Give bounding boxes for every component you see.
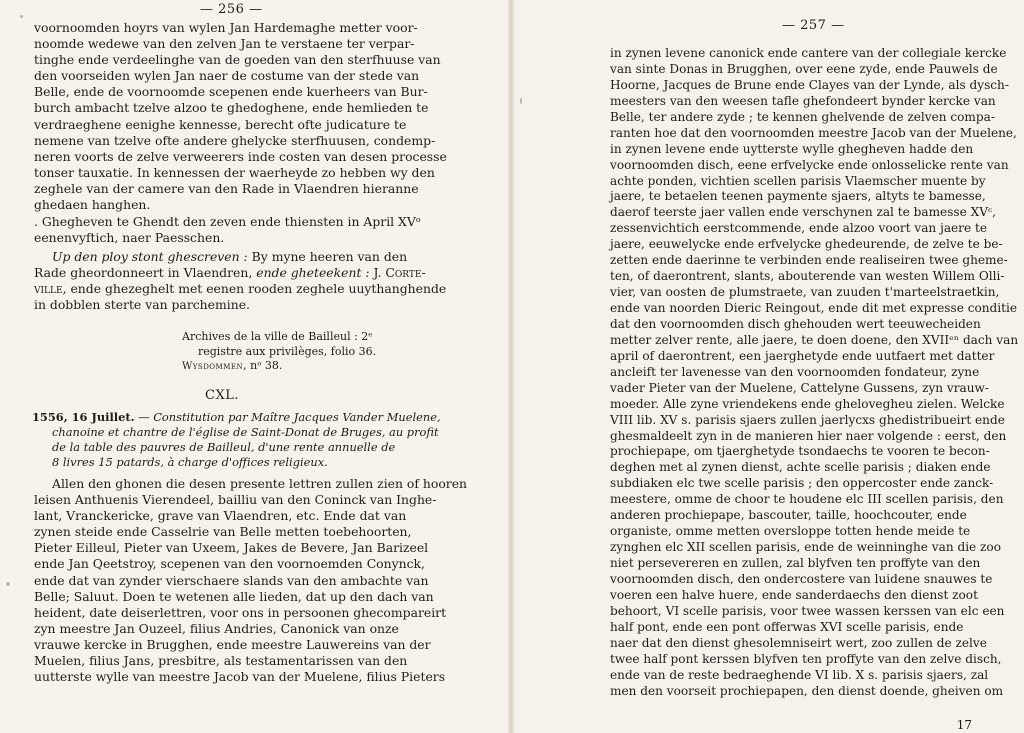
text-line: men den voorseit prochiepapen, den dienst doende, gheiven om bbox=[610, 683, 1004, 698]
text-line: tonser tauxatie. In kennessen der waerheyde zo hebben wy den bbox=[34, 164, 435, 180]
text-line: . Ghegheven te Ghendt den zeven ende thiensten in April XVᵒ bbox=[34, 214, 421, 229]
text-line: jaere, eeuwelycke ende erfvelycke ghedeurende, de zelve te be- bbox=[610, 237, 1003, 252]
text-line: anderen prochiepape, bascouter, taille, hoochcouter, ende bbox=[610, 508, 967, 523]
text-line: half pont, ende een pont offerwas XVI scelle parisis, ende bbox=[610, 619, 964, 634]
paper-speck bbox=[6, 582, 10, 586]
archives-citation bbox=[182, 330, 376, 374]
citation-line: registre aux privilèges, folio 36. bbox=[198, 344, 377, 358]
text-line: ancleift ter lavenesse van den voornoomden fondateur, zyne bbox=[610, 364, 980, 379]
text-run: Rade gheordonneert in Vlaendren, bbox=[34, 265, 257, 281]
italic-text: — Constitution par Maître Jacques Vander Muelene, bbox=[134, 410, 441, 424]
small-caps-text: ville bbox=[34, 281, 63, 297]
text-line: ten, of daerontrent, slants, abouterende van westen Willem Olli- bbox=[610, 269, 1005, 284]
text-line: behoort, VI scelle parisis, voor twee wassen kerssen van elc een bbox=[610, 603, 1005, 618]
italic-text: Up den ploy stont ghescreven : bbox=[52, 249, 248, 264]
summary-line: chanoine et chantre de l'église de Saint-Donat de Bruges, au profit bbox=[52, 425, 439, 439]
left-page-number: — 256 — bbox=[200, 2, 263, 17]
text-line: VIII lib. XV s. parisis sjaers zullen jaerlycxs ghedistribueirt ende bbox=[610, 412, 1005, 427]
text-line: achte ponden, vichtien scellen parisis Vlaemscher muente by bbox=[610, 173, 986, 188]
text-line: Muelen, filius Jans, presbitre, als testamentarissen van den bbox=[34, 653, 408, 669]
text-line bbox=[34, 281, 446, 297]
text-line: ghedaen hanghen. bbox=[34, 197, 151, 213]
italic-text: ende gheteekent : bbox=[256, 265, 370, 281]
left-page bbox=[0, 0, 510, 733]
text-run: , ende ghezeghelt met eenen rooden zeghele uuythanghende bbox=[62, 281, 447, 297]
text-line: in zynen levene ende uytterste wylle ghegheven hadde den bbox=[610, 141, 974, 156]
citation-line: Archives de la ville de Bailleul : 2ᵉ bbox=[182, 330, 373, 343]
text-line: moeder. Alle zyne vriendekens ende ghelovegheu zielen. Welcke bbox=[610, 396, 1005, 411]
text-line bbox=[34, 265, 446, 281]
text-line: april of daerontrent, een jaerghetyde ende uutfaert met datter bbox=[610, 348, 995, 363]
section-heading: CXL. bbox=[205, 388, 239, 403]
text-line: subdiaken elc twe scelle parisis ; den oppercoster ende zanck- bbox=[610, 476, 994, 491]
text-line: ranten hoe dat den voornoomden meestre Jacob van der Muelene, bbox=[610, 125, 1017, 140]
text-line: lant, Vranckericke, grave van Vlaendren, etc. Ende dat van bbox=[34, 508, 407, 524]
text-line: tinghe ende verdeelinghe van de goeden van den sterfhuuse van bbox=[34, 52, 441, 68]
charter-summary bbox=[32, 410, 441, 470]
left-date-paragraph bbox=[34, 214, 421, 246]
paper-speck bbox=[520, 98, 522, 104]
text-line: ende Jan Qeetstroy, scepenen van den voornoemden Conynck, bbox=[34, 556, 425, 572]
text-line: Belle; Saluut. Doen te wetenen alle lieden, dat up den dach van bbox=[34, 588, 434, 604]
text-line bbox=[34, 249, 446, 265]
text-line: Belle, ende de voornoomde scepenen ende kuerheers van Bur- bbox=[34, 84, 428, 100]
text-line: twee half pont kerssen blyfven ten proffyte van den zelve disch, bbox=[610, 651, 1002, 666]
text-line: naer dat den dienst ghesolemniseirt wert, zoo zullen de zelve bbox=[610, 635, 987, 650]
small-caps-text: Wysdommen bbox=[182, 361, 244, 372]
text-line: verdraeghene eenighe kennesse, berecht ofte judicature te bbox=[34, 116, 407, 132]
citation-line bbox=[182, 359, 376, 374]
text-run: J. bbox=[369, 265, 386, 281]
text-line: organiste, omme metten oversloppe totten hende meide te bbox=[610, 524, 971, 539]
left-top-paragraph bbox=[34, 20, 447, 213]
text-line: noomde wedewe van den zelven Jan te verstaene ter verpar- bbox=[34, 36, 415, 52]
text-line: Belle, ter andere zyde ; te kennen ghelvende de zelven compa- bbox=[610, 109, 995, 124]
text-line: leisen Anthuenis Vierendeel, bailliu van den Coninck van Inghe- bbox=[34, 492, 437, 508]
text-line: voornoomden disch, eene erfvelycke ende onlosselicke rente van bbox=[610, 157, 1009, 172]
text-line: ghesmaldeelt zyn in de manieren hier naer volgende : eerst, den bbox=[610, 428, 1007, 443]
signature-mark: 17 bbox=[956, 718, 972, 732]
paper-speck bbox=[20, 15, 23, 18]
text-line: daerof teerste jaer vallen ende verschynen zal te bamesse XVᶜ, bbox=[610, 205, 996, 220]
text-line: heident, date deiserlettren, voor ons in persoonen ghecompareirt bbox=[34, 604, 447, 620]
text-line: vier, van oosten de plumstraete, van zuuden t'marteelstraetkin, bbox=[610, 285, 1000, 300]
left-body-paragraph bbox=[34, 476, 467, 685]
text-line: Hoorne, Jacques de Brune ende Clayes van der Lynde, als dysch- bbox=[610, 77, 1009, 92]
text-line: zyn meestre Jan Ouzeel, filius Andries, Canonick van onze bbox=[34, 620, 399, 636]
text-line: in dobblen sterte van parchemine. bbox=[34, 297, 250, 313]
text-line: jaere, te betaelen teenen paymente sjaers, altyts te bamesse, bbox=[610, 189, 986, 204]
text-line: zynghen elc XII scellen parisis, ende de weinninghe van die zoo bbox=[610, 540, 1001, 555]
text-line: Allen den ghonen die desen presente lettren zullen zien of hooren bbox=[52, 476, 468, 491]
text-line: niet persevereren en zullen, zal blyfven ten proffyte van den bbox=[610, 556, 981, 570]
text-line: ende van noorden Dieric Reingout, ende dit met expresse conditie bbox=[610, 301, 1018, 315]
text-line: deghen met al zynen dienst, achte scelle parisis ; diaken ende bbox=[610, 460, 991, 475]
text-line: dat den voornoomden disch ghehouden wert teeuwecheiden bbox=[610, 316, 981, 331]
right-body-paragraph bbox=[610, 46, 1018, 699]
text-line: burch ambacht tzelve alzoo te ghedoghene, ende hemlieden te bbox=[34, 100, 429, 116]
text-line: metter zelver rente, alle jaere, te doen doene, den XVIIᵉⁿ dach van bbox=[610, 332, 1019, 347]
text-line: meesters van den weesen tafle ghefondeert bynder kercke van bbox=[610, 93, 996, 108]
text-line: vader Pieter van der Muelene, Cattelyne Gussens, zyn vrauw- bbox=[610, 380, 989, 395]
text-line: eenenvyftich, naer Paesschen. bbox=[34, 230, 225, 246]
text-line: vrauwe kercke in Brugghen, ende meestre Lauwereins van der bbox=[34, 636, 431, 652]
text-line: zynen steide ende Casselrie van Belle metten toebehoorten, bbox=[34, 524, 412, 540]
text-line: ende dat van zynder vierschaere slands van den ambachte van bbox=[34, 572, 429, 588]
text-line: prochiepape, om tjaerghetyde tsondaechs te vooren te becon- bbox=[610, 444, 990, 459]
summary-line: 8 livres 15 patards, à charge d'offices religieux. bbox=[52, 455, 328, 469]
text-run: By myne heeren van den bbox=[247, 249, 408, 264]
text-line: Pieter Eilleul, Pieter van Uxeem, Jakes de Bevere, Jan Barizeel bbox=[34, 540, 429, 556]
book-gutter bbox=[508, 0, 514, 733]
text-line: zessenvichtich eerstcommende, ende alzoo voort van jaere te bbox=[610, 221, 987, 236]
text-line: meestere, omme de choor te houdene elc III scellen parisis, den bbox=[610, 492, 1004, 507]
text-line: van sinte Donas in Brugghen, over eene zyde, ende Pauwels de bbox=[610, 61, 998, 76]
charter-date: 1556, 16 Juillet. bbox=[32, 410, 135, 424]
summary-line bbox=[32, 410, 441, 425]
text-line: neren voorts de zelve verweerers inde costen van desen processe bbox=[34, 148, 447, 164]
text-line: voornoomden disch, den ondercostere van luidene snauwes te bbox=[610, 571, 993, 586]
text-line: voornoomden hoyrs van wylen Jan Hardemaghe metter voor- bbox=[34, 20, 418, 35]
left-signature-paragraph bbox=[34, 249, 446, 313]
text-line: den voorseiden wylen Jan naer de costume van der stede van bbox=[34, 68, 420, 84]
text-line: voeren een halve huere, ende sanderdaechs den dienst zoot bbox=[610, 587, 978, 602]
text-line: nemene van tzelve ofte andere ghelycke sterfhuusen, condemp- bbox=[34, 132, 436, 148]
text-line: in zynen levene canonick ende cantere van der collegiale kercke bbox=[610, 46, 1007, 60]
summary-line: de la table des pauvres de Bailleul, d'une rente annuelle de bbox=[52, 440, 396, 454]
text-line: zeghele van der camere van den Rade in Vlaendren hieranne bbox=[34, 180, 419, 196]
text-run: , nᵒ 38. bbox=[243, 359, 283, 372]
text-line: uutterste wylle van meestre Jacob van der Muelene, filius Pieters bbox=[34, 669, 446, 685]
small-caps-text: Corte- bbox=[385, 265, 426, 281]
text-line: zetten ende daerinne te verbinden ende realiseiren twee ghemе- bbox=[610, 253, 1008, 268]
text-line: ende van de reste bedraeghende VI lib. X s. parisis sjaers, zal bbox=[610, 667, 989, 682]
right-page-number: — 257 — bbox=[782, 18, 845, 33]
right-page bbox=[510, 0, 1024, 733]
